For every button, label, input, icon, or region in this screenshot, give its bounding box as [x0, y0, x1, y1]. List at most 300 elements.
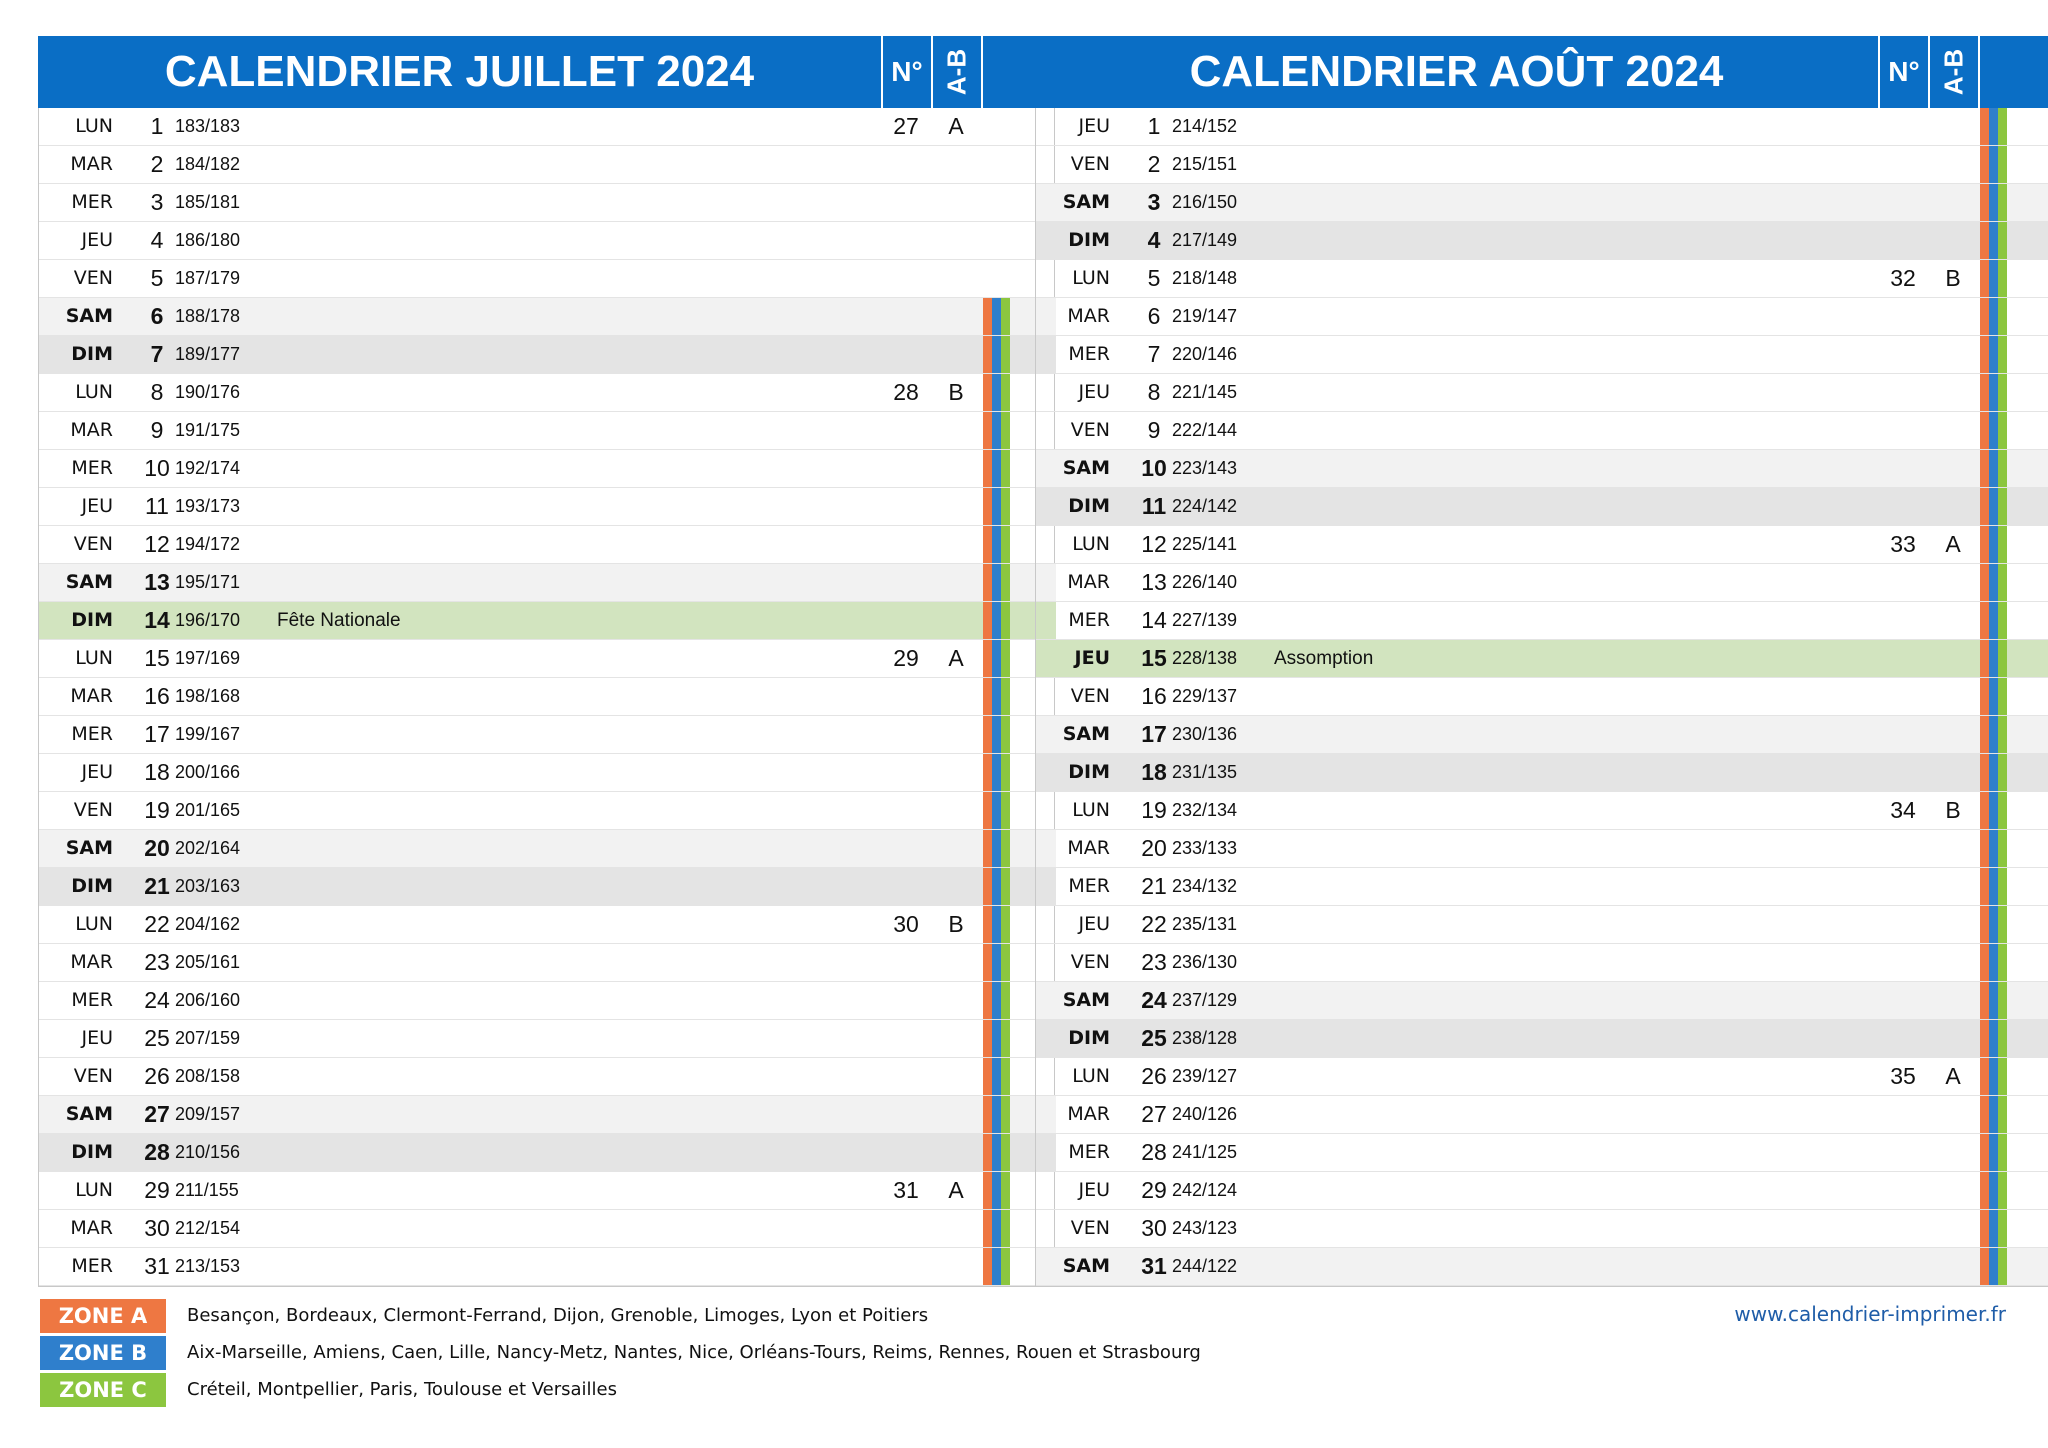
day-of-year: 190/176 [175, 382, 241, 402]
day-name: JEU [81, 495, 113, 517]
day-of-year: 188/178 [175, 306, 241, 326]
zone-a-holiday-bar [983, 906, 992, 943]
zone-c-cities: Créteil, Montpellier, Paris, Toulouse et Versailles [187, 1379, 618, 1400]
zone-a-holiday-bar [983, 1172, 992, 1209]
zone-b-holiday-bar [1989, 1172, 1998, 1209]
zone-a-holiday-bar [983, 944, 992, 981]
day-row [1036, 1020, 2048, 1058]
day-row [39, 336, 1056, 374]
day-name: LUN [75, 647, 113, 669]
day-number: 19 [144, 797, 170, 823]
zone-a-holiday-bar [1980, 412, 1989, 449]
day-number: 3 [1147, 189, 1161, 215]
day-row [39, 1210, 1056, 1248]
day-number: 11 [145, 493, 169, 519]
ab-week: A [948, 645, 964, 671]
week-number: 31 [893, 1177, 919, 1203]
day-row [39, 1248, 1056, 1286]
day-row [1036, 184, 2048, 222]
zone-c-holiday-bar [1001, 754, 1010, 791]
day-number: 27 [144, 1101, 170, 1127]
day-row [39, 1020, 1056, 1058]
day-row [1036, 678, 2048, 716]
day-row [1036, 1096, 2048, 1134]
zone-a-holiday-bar [1980, 1020, 1989, 1057]
zone-b-holiday-bar [1989, 1248, 1998, 1285]
day-of-year: 193/173 [175, 496, 241, 516]
zone-b-holiday-bar [1989, 1058, 1998, 1095]
day-row [1036, 260, 2048, 298]
day-of-year: 217/149 [1172, 230, 1238, 250]
day-of-year: 226/140 [1172, 572, 1238, 592]
zone-c-holiday-bar [1998, 1134, 2007, 1171]
day-number: 25 [1141, 1025, 1167, 1051]
zone-b-holiday-bar [992, 678, 1001, 715]
day-number: 8 [1147, 379, 1161, 405]
week-number: 32 [1890, 265, 1916, 291]
zone-c-holiday-bar [1001, 298, 1010, 335]
ab-week-header-label: A-B [1938, 48, 1969, 96]
zone-c-holiday-bar [1001, 564, 1010, 601]
zone-a-holiday-bar [1980, 602, 1989, 639]
week-number: 30 [893, 911, 919, 937]
zone-a-holiday-bar [983, 526, 992, 563]
ab-week-header-label: A-B [941, 48, 972, 96]
day-row [1036, 374, 2048, 412]
day-of-year: 235/131 [1172, 914, 1238, 934]
day-name: DIM [71, 609, 113, 631]
day-of-year: 238/128 [1172, 1028, 1238, 1048]
week-number-header: N° [1878, 36, 1928, 108]
zone-a-holiday-bar [1980, 716, 1989, 753]
day-number: 13 [144, 569, 170, 595]
day-name: SAM [1062, 457, 1110, 479]
day-name: SAM [1062, 1255, 1110, 1277]
zone-b-holiday-bar [1989, 982, 1998, 1019]
zone-c-holiday-bar [1998, 1096, 2007, 1133]
zone-c-holiday-bar [1998, 792, 2007, 829]
day-name: MER [71, 191, 113, 213]
zone-a-holiday-bar [1980, 526, 1989, 563]
zone-c-holiday-bar [1001, 488, 1010, 525]
day-row [39, 1058, 1056, 1096]
day-of-year: 199/167 [175, 724, 241, 744]
zone-c-holiday-bar [1998, 146, 2007, 183]
day-name: LUN [75, 381, 113, 403]
day-name: SAM [1062, 191, 1110, 213]
day-row [1036, 450, 2048, 488]
day-number: 16 [144, 683, 170, 709]
ab-week: B [1945, 265, 1961, 291]
day-name: VEN [1070, 685, 1110, 707]
day-name: LUN [75, 115, 113, 137]
zone-b-holiday-bar [1989, 1134, 1998, 1171]
zone-a-holiday-bar [983, 336, 992, 373]
day-row [1036, 1134, 2048, 1172]
zone-a-holiday-bar [983, 1058, 992, 1095]
zone-b-holiday-bar [992, 830, 1001, 867]
ab-week: A [948, 113, 964, 139]
zone-a-holiday-bar [983, 830, 992, 867]
ab-week: B [948, 379, 964, 405]
day-of-year: 212/154 [175, 1218, 241, 1238]
zone-header [1978, 36, 2008, 108]
ab-week: B [1945, 797, 1961, 823]
zone-a-holiday-bar [983, 412, 992, 449]
day-row [39, 526, 1056, 564]
day-name: DIM [71, 1141, 113, 1163]
zone-b-holiday-bar [1989, 906, 1998, 943]
zone-a-holiday-bar [1980, 298, 1989, 335]
day-row [39, 944, 1056, 982]
zone-a-holiday-bar [1980, 792, 1989, 829]
zone-b-holiday-bar [992, 336, 1001, 373]
zone-a-holiday-bar [983, 754, 992, 791]
zone-b-holiday-bar [1989, 792, 1998, 829]
day-of-year: 194/172 [175, 534, 241, 554]
day-number: 25 [144, 1025, 170, 1051]
zone-c-holiday-bar [1001, 640, 1010, 677]
zone-b-holiday-bar [1989, 1210, 1998, 1247]
zone-a-holiday-bar [1980, 640, 1989, 677]
zone-b-holiday-bar [1989, 944, 1998, 981]
zone-b-holiday-bar [992, 1248, 1001, 1285]
day-number: 3 [150, 189, 164, 215]
week-number-header: N° [881, 36, 931, 108]
zone-c-holiday-bar [1998, 108, 2007, 145]
zone-a-holiday-bar [1980, 1058, 1989, 1095]
day-row [1036, 146, 2048, 184]
day-of-year: 231/135 [1172, 762, 1238, 782]
zone-c-holiday-bar [1998, 1172, 2007, 1209]
day-name: SAM [65, 571, 113, 593]
day-row [1036, 298, 2048, 336]
day-row [39, 184, 1056, 222]
day-row [39, 868, 1056, 906]
zone-c-holiday-bar [1998, 982, 2007, 1019]
zone-b-holiday-bar [992, 526, 1001, 563]
zone-c-holiday-bar [1998, 184, 2007, 221]
zone-b-holiday-bar [1989, 640, 1998, 677]
zone-a-holiday-bar [1980, 754, 1989, 791]
zone-b-holiday-bar [992, 944, 1001, 981]
zone-a-holiday-bar [983, 868, 992, 905]
month-title: CALENDRIER AOÛT 2024 [1189, 47, 1724, 96]
day-of-year: 237/129 [1172, 990, 1238, 1010]
zone-b-holiday-bar [1989, 450, 1998, 487]
zone-c-holiday-bar [1001, 412, 1010, 449]
event-label: Fête Nationale [277, 610, 401, 631]
day-number: 12 [1141, 531, 1167, 557]
month-header [38, 36, 1055, 108]
zone-a-holiday-bar [983, 298, 992, 335]
day-row [39, 564, 1056, 602]
ab-week: A [1945, 531, 1961, 557]
zone-b-holiday-bar [992, 868, 1001, 905]
zone-b-holiday-bar [1989, 1020, 1998, 1057]
website-link[interactable]: www.calendrier-imprimer.fr [1734, 1302, 2006, 1326]
day-name: DIM [1068, 495, 1110, 517]
day-of-year: 192/174 [175, 458, 241, 478]
day-number: 22 [1141, 911, 1167, 937]
zone-b-holiday-bar [1989, 260, 1998, 297]
day-of-year: 197/169 [175, 648, 241, 668]
day-row [39, 792, 1056, 830]
zone-c-holiday-bar [1001, 1248, 1010, 1285]
day-row [39, 716, 1056, 754]
month-august [1035, 36, 2048, 1287]
day-row [39, 754, 1056, 792]
day-number: 7 [150, 341, 164, 367]
day-name: LUN [75, 1179, 113, 1201]
day-of-year: 206/160 [175, 990, 241, 1010]
day-of-year: 220/146 [1172, 344, 1238, 364]
zone-a-holiday-bar [1980, 488, 1989, 525]
zone-b-holiday-bar [992, 754, 1001, 791]
day-name: SAM [65, 837, 113, 859]
zone-b-holiday-bar [1989, 488, 1998, 525]
zone-c-holiday-bar [1001, 450, 1010, 487]
day-name: MAR [1067, 305, 1110, 327]
zone-a-holiday-bar [1980, 108, 1989, 145]
day-name: MAR [70, 685, 113, 707]
day-name: MAR [70, 153, 113, 175]
day-name: SAM [1062, 989, 1110, 1011]
day-name: MAR [70, 951, 113, 973]
zone-b-holiday-bar [992, 1172, 1001, 1209]
zone-b-holiday-bar [1989, 868, 1998, 905]
day-of-year: 200/166 [175, 762, 241, 782]
zone-b-holiday-bar [1989, 184, 1998, 221]
zone-c-holiday-bar [1998, 678, 2007, 715]
zone-c-holiday-bar [1001, 602, 1010, 639]
day-of-year: 205/161 [175, 952, 241, 972]
day-number: 5 [150, 265, 164, 291]
day-number: 24 [1141, 987, 1167, 1013]
day-row [1036, 488, 2048, 526]
zone-b-holiday-bar [992, 602, 1001, 639]
zone-c-holiday-bar [1998, 754, 2007, 791]
day-name: DIM [71, 343, 113, 365]
day-name: MAR [70, 1217, 113, 1239]
zone-a-holiday-bar [983, 1096, 992, 1133]
zone-a-holiday-bar [1980, 146, 1989, 183]
zone-b-holiday-bar [992, 564, 1001, 601]
ab-week-header [931, 36, 981, 108]
day-row [1036, 526, 2048, 564]
day-name: DIM [1068, 1027, 1110, 1049]
day-name: MAR [1067, 1103, 1110, 1125]
zone-c-holiday-bar [1001, 792, 1010, 829]
day-of-year: 234/132 [1172, 876, 1238, 896]
day-of-year: 227/139 [1172, 610, 1238, 630]
day-number: 6 [150, 303, 164, 329]
day-name: VEN [73, 1065, 113, 1087]
day-of-year: 244/122 [1172, 1256, 1238, 1276]
day-of-year: 196/170 [175, 610, 241, 630]
zone-b-holiday-bar [992, 298, 1001, 335]
zone-c-holiday-bar [1998, 336, 2007, 373]
day-number: 1 [1147, 113, 1161, 139]
day-number: 28 [1141, 1139, 1167, 1165]
zone-a-holiday-bar [1980, 1248, 1989, 1285]
day-of-year: 229/137 [1172, 686, 1238, 706]
day-of-year: 183/183 [175, 116, 241, 136]
zone-a-holiday-bar [983, 1020, 992, 1057]
day-of-year: 215/151 [1172, 154, 1238, 174]
day-number: 24 [144, 987, 170, 1013]
zone-c-holiday-bar [1998, 526, 2007, 563]
day-name: LUN [1072, 1065, 1110, 1087]
day-name: MER [71, 723, 113, 745]
zone-c-holiday-bar [1998, 412, 2007, 449]
day-row [39, 450, 1056, 488]
zone-c-badge: ZONE C [40, 1373, 166, 1407]
zone-a-holiday-bar [1980, 1210, 1989, 1247]
day-number: 30 [144, 1215, 170, 1241]
day-row [39, 678, 1056, 716]
zone-a-holiday-bar [983, 602, 992, 639]
day-name: MAR [1067, 571, 1110, 593]
day-number: 18 [144, 759, 170, 785]
day-row [1036, 868, 2048, 906]
week-number: 29 [893, 645, 919, 671]
zone-a-holiday-bar [1980, 260, 1989, 297]
day-of-year: 201/165 [175, 800, 241, 820]
day-name: JEU [1078, 381, 1110, 403]
zone-c-holiday-bar [1001, 982, 1010, 1019]
day-number: 26 [1141, 1063, 1167, 1089]
day-of-year: 232/134 [1172, 800, 1238, 820]
day-row [1036, 336, 2048, 374]
zone-c-holiday-bar [1998, 260, 2007, 297]
zone-c-holiday-bar [1998, 564, 2007, 601]
day-row [39, 1096, 1056, 1134]
day-number: 23 [144, 949, 170, 975]
day-name: VEN [1070, 1217, 1110, 1239]
day-name: JEU [1078, 115, 1110, 137]
day-row [39, 374, 1056, 412]
day-number: 8 [150, 379, 164, 405]
zone-b-holiday-bar [992, 640, 1001, 677]
day-of-year: 240/126 [1172, 1104, 1238, 1124]
zone-b-holiday-bar [1989, 754, 1998, 791]
day-of-year: 223/143 [1172, 458, 1238, 478]
day-list [38, 108, 1055, 1287]
day-name: LUN [1072, 267, 1110, 289]
day-name: JEU [81, 761, 113, 783]
day-number: 5 [1147, 265, 1161, 291]
month-title: CALENDRIER JUILLET 2024 [164, 47, 755, 96]
day-number: 6 [1147, 303, 1161, 329]
zone-c-holiday-bar [1001, 1210, 1010, 1247]
day-row [1036, 944, 2048, 982]
day-of-year: 219/147 [1172, 306, 1238, 326]
zone-a-holiday-bar [983, 792, 992, 829]
day-row [1036, 792, 2048, 830]
day-number: 29 [144, 1177, 170, 1203]
day-of-year: 218/148 [1172, 268, 1238, 288]
day-of-year: 185/181 [175, 192, 241, 212]
day-row [1036, 1172, 2048, 1210]
zone-b-holiday-bar [1989, 298, 1998, 335]
day-name: JEU [1074, 647, 1110, 669]
day-of-year: 210/156 [175, 1142, 241, 1162]
zone-c-holiday-bar [1998, 868, 2007, 905]
week-number: 35 [1890, 1063, 1916, 1089]
day-of-year: 228/138 [1172, 648, 1238, 668]
day-name: MER [1068, 875, 1110, 897]
day-of-year: 221/145 [1172, 382, 1238, 402]
ab-week: A [948, 1177, 964, 1203]
day-of-year: 195/171 [175, 572, 241, 592]
zone-a-holiday-bar [983, 374, 992, 411]
day-name: JEU [1078, 1179, 1110, 1201]
day-name: VEN [73, 267, 113, 289]
day-number: 31 [1141, 1253, 1167, 1279]
day-name: VEN [1070, 951, 1110, 973]
zone-b-holiday-bar [992, 1210, 1001, 1247]
day-number: 19 [1141, 797, 1167, 823]
zone-a-holiday-bar [983, 564, 992, 601]
day-row [1036, 640, 2048, 678]
zone-b-holiday-bar [992, 374, 1001, 411]
day-number: 9 [150, 417, 164, 443]
day-row [1036, 982, 2048, 1020]
day-name: SAM [1062, 723, 1110, 745]
day-row [39, 146, 1056, 184]
day-name: VEN [1070, 419, 1110, 441]
day-of-year: 236/130 [1172, 952, 1238, 972]
day-row [39, 488, 1056, 526]
day-row [39, 602, 1056, 640]
day-name: JEU [81, 1027, 113, 1049]
day-number: 28 [144, 1139, 170, 1165]
month-july [38, 36, 1055, 1287]
zone-header [981, 36, 1011, 108]
day-of-year: 243/123 [1172, 1218, 1238, 1238]
day-number: 20 [144, 835, 170, 861]
zone-c-holiday-bar [1001, 336, 1010, 373]
zone-b-holiday-bar [1989, 526, 1998, 563]
zone-a-holiday-bar [983, 716, 992, 753]
day-of-year: 202/164 [175, 838, 241, 858]
day-number: 22 [144, 911, 170, 937]
zone-a-holiday-bar [1980, 982, 1989, 1019]
zone-a-holiday-bar [983, 640, 992, 677]
zone-c-holiday-bar [1998, 1248, 2007, 1285]
day-name: SAM [65, 1103, 113, 1125]
day-number: 2 [1147, 151, 1161, 177]
zone-c-holiday-bar [1001, 374, 1010, 411]
day-row [39, 108, 1056, 146]
zone-a-badge: ZONE A [40, 1299, 166, 1333]
day-number: 23 [1141, 949, 1167, 975]
day-number: 10 [144, 455, 170, 481]
zone-c-holiday-bar [1998, 450, 2007, 487]
day-name: MAR [1067, 837, 1110, 859]
ab-week: A [1945, 1063, 1961, 1089]
day-number: 17 [144, 721, 170, 747]
day-of-year: 203/163 [175, 876, 241, 896]
zone-b-badge: ZONE B [40, 1336, 166, 1370]
day-row [39, 830, 1056, 868]
day-row [39, 298, 1056, 336]
day-of-year: 242/124 [1172, 1180, 1238, 1200]
zone-b-holiday-bar [1989, 716, 1998, 753]
zone-a-holiday-bar [983, 1134, 992, 1171]
zone-a-holiday-bar [1980, 374, 1989, 411]
